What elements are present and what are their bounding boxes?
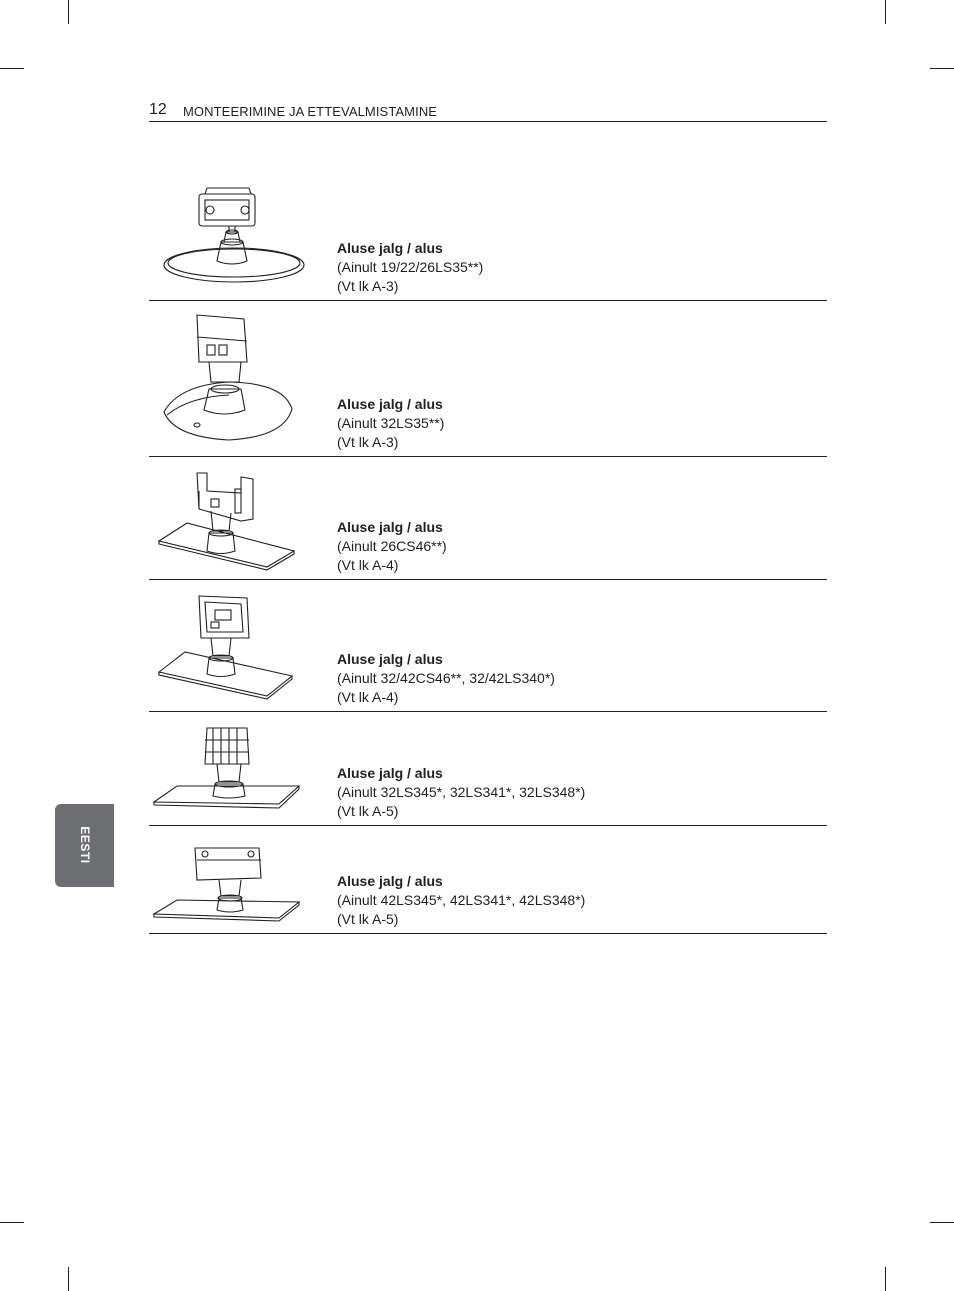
- part-text: [337, 239, 483, 296]
- crop-mark: [68, 0, 69, 24]
- stand-illustration: [149, 838, 309, 930]
- part-text: [337, 764, 585, 821]
- stand-illustration: [149, 463, 309, 575]
- part-text: [337, 872, 585, 929]
- part-models: (Ainult 42LS345*, 42LS341*, 42LS348*): [337, 892, 586, 908]
- part-text: [337, 650, 555, 707]
- stand-illustration: [149, 724, 309, 820]
- crop-mark: [930, 1222, 954, 1223]
- page-number: 12: [149, 101, 167, 118]
- part-reference: (Vt lk A-5): [337, 803, 399, 819]
- part-name: Aluse jalg / alus: [337, 873, 443, 889]
- part-reference: (Vt lk A-3): [337, 278, 399, 294]
- stand-illustration: [149, 588, 309, 706]
- page-header: [149, 101, 827, 122]
- part-row: [149, 301, 827, 457]
- part-name: Aluse jalg / alus: [337, 519, 443, 535]
- part-reference: (Vt lk A-5): [337, 911, 399, 927]
- part-name: Aluse jalg / alus: [337, 765, 443, 781]
- language-tab-label: EESTI: [78, 826, 92, 864]
- part-reference: (Vt lk A-3): [337, 434, 399, 450]
- part-name: Aluse jalg / alus: [337, 240, 443, 256]
- crop-mark: [885, 0, 886, 24]
- part-row: [149, 180, 827, 301]
- crop-mark: [0, 68, 24, 69]
- part-text: [337, 518, 447, 575]
- part-reference: (Vt lk A-4): [337, 689, 399, 705]
- part-text: [337, 395, 444, 452]
- crop-mark: [885, 1267, 886, 1291]
- part-models: (Ainult 32/42CS46**, 32/42LS340*): [337, 670, 555, 686]
- stand-illustration: [149, 307, 309, 447]
- part-name: Aluse jalg / alus: [337, 396, 443, 412]
- stand-illustration: [149, 186, 309, 294]
- crop-mark: [68, 1267, 69, 1291]
- part-row: [149, 457, 827, 580]
- part-models: (Ainult 26CS46**): [337, 538, 447, 554]
- part-row: [149, 826, 827, 934]
- part-reference: (Vt lk A-4): [337, 557, 399, 573]
- section-title: MONTEERIMINE JA ETTEVALMISTAMINE: [183, 104, 438, 119]
- crop-mark: [930, 68, 954, 69]
- part-row: [149, 712, 827, 826]
- part-models: (Ainult 19/22/26LS35**): [337, 259, 484, 275]
- part-models: (Ainult 32LS345*, 32LS341*, 32LS348*): [337, 784, 586, 800]
- part-models: (Ainult 32LS35**): [337, 415, 445, 431]
- part-name: Aluse jalg / alus: [337, 651, 443, 667]
- crop-mark: [0, 1222, 24, 1223]
- language-tab: [55, 804, 114, 887]
- part-row: [149, 580, 827, 712]
